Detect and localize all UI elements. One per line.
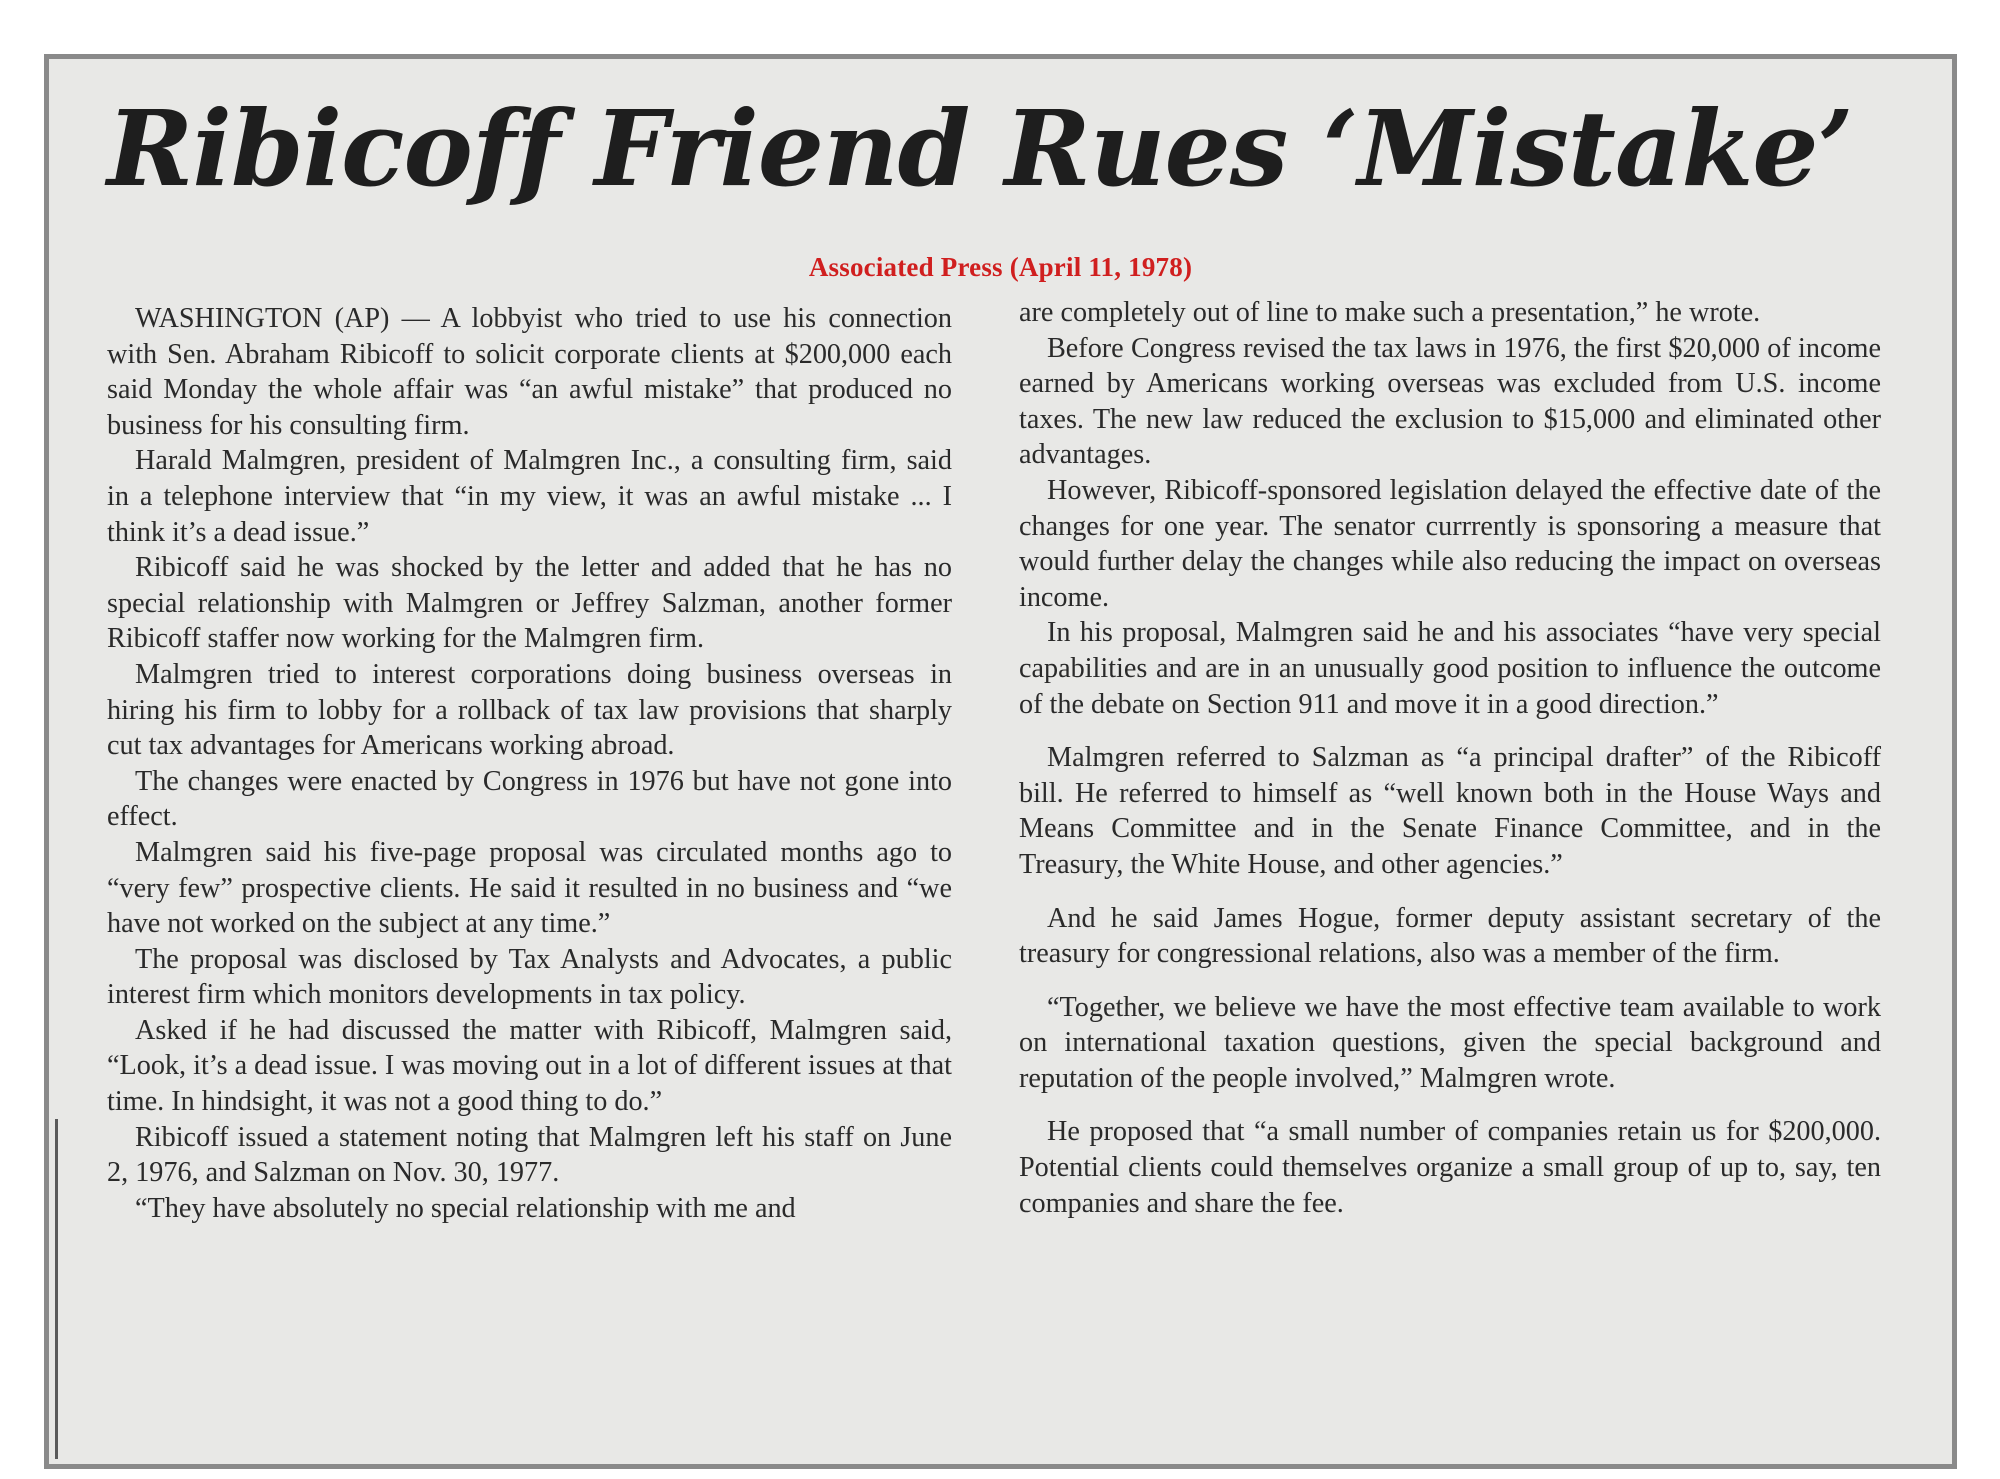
paragraph: Ribicoff said he was shocked by the letter and added that he has no special relationship with Malmgren or Jeffrey Salzman, another former Ribicoff staffer now working for the Malmgren firm. xyxy=(107,552,952,655)
paragraph: However, Ribicoff-sponsored legislation delayed the effective date of the changes for one year. The senator currrently is sponsoring a measure that would further delay the changes while also reducing the impact on overseas income. xyxy=(1019,474,1881,613)
paragraph: The proposal was disclosed by Tax Analysts and Advocates, a public interest firm which monitors developments in tax policy. xyxy=(107,943,952,1011)
paragraph: He proposed that “a small number of companies retain us for $200,000. Potential clients could themselves organize a small group of up to, say, ten companies and share the fee. xyxy=(1019,1116,1881,1219)
paragraph: The changes were enacted by Congress in 1976 but have not gone into effect. xyxy=(107,765,952,833)
paragraph: Malmgren said his five-page proposal was circulated months ago to “very few” prospective clients. He said it resulted in no business and “we have not worked on the subject at any time.” xyxy=(107,836,952,940)
paragraph: Asked if he had discussed the matter with Ribicoff, Malmgren said, “Look, it’s a dead issue. I was moving out in a lot of different issues at that time. In hindsight, it was not a good thing to do.” xyxy=(107,1014,952,1118)
fold-mark xyxy=(55,1119,58,1459)
paragraph: Before Congress revised the tax laws in 1976, the first $20,000 of income earned by Americans working overseas was excluded from U.S. income taxes. The new law reduced the exclusion to $15,000 and eliminated other advantages. xyxy=(1019,332,1881,471)
paragraph: Ribicoff issued a statement noting that Malmgren left his staff on June 2, 1976, and Salzman on Nov. 30, 1977. xyxy=(107,1121,952,1189)
paragraph: Malmgren referred to Salzman as “a principal drafter” of the Ribicoff bill. He referred to himself as “well known both in the House Ways and Means Committee and in the Senate Finance Committee, and in the Treasury, the White House, and other agencies.” xyxy=(1019,742,1881,880)
source-line: Associated Press (April 11, 1978) xyxy=(808,252,1193,282)
paragraph: In his proposal, Malmgren said he and his associates “have very special capabilities and are in an unusually good position to influence the outcome of the debate on Section 911 and move it in a good direction.” xyxy=(1019,617,1881,720)
paragraph: Malmgren tried to interest corporations doing business overseas in hiring his firm to lobby for a rollback of tax law provisions that sharply cut tax advantages for Americans working abroad. xyxy=(107,658,952,762)
paragraph: are completely out of line to make such a presentation,” he wrote. xyxy=(1019,297,1761,328)
paragraph: “They have absolutely no special relationship with me and xyxy=(135,1192,796,1224)
paragraph: Harald Malmgren, president of Malmgren Inc., a consulting firm, said in a telephone interview that “in my view, it was an awful mistake ... I think it’s a dead issue.” xyxy=(107,445,952,548)
right-column xyxy=(1019,295,1881,1221)
paragraph: And he said James Hogue, former deputy assistant secretary of the treasury for congressional relations, also was a member of the firm. xyxy=(1019,902,1881,970)
newspaper-clipping xyxy=(44,54,1957,1469)
paragraph: “Together, we believe we have the most effective team available to work on international taxation questions, given the special background and reputation of the people involved,” Malmgren wrote. xyxy=(1019,991,1881,1094)
headline: Ribicoff Friend Rues ‘Mistake’ xyxy=(107,87,1853,210)
left-column xyxy=(107,301,952,1226)
paragraph: WASHINGTON (AP) — A lobbyist who tried to use his connection with Sen. Abraham Ribicoff to solicit corporate clients at $200,000 each said Monday the whole affair was “an awful mistake” that produced no business for his consulting firm. xyxy=(107,303,952,441)
